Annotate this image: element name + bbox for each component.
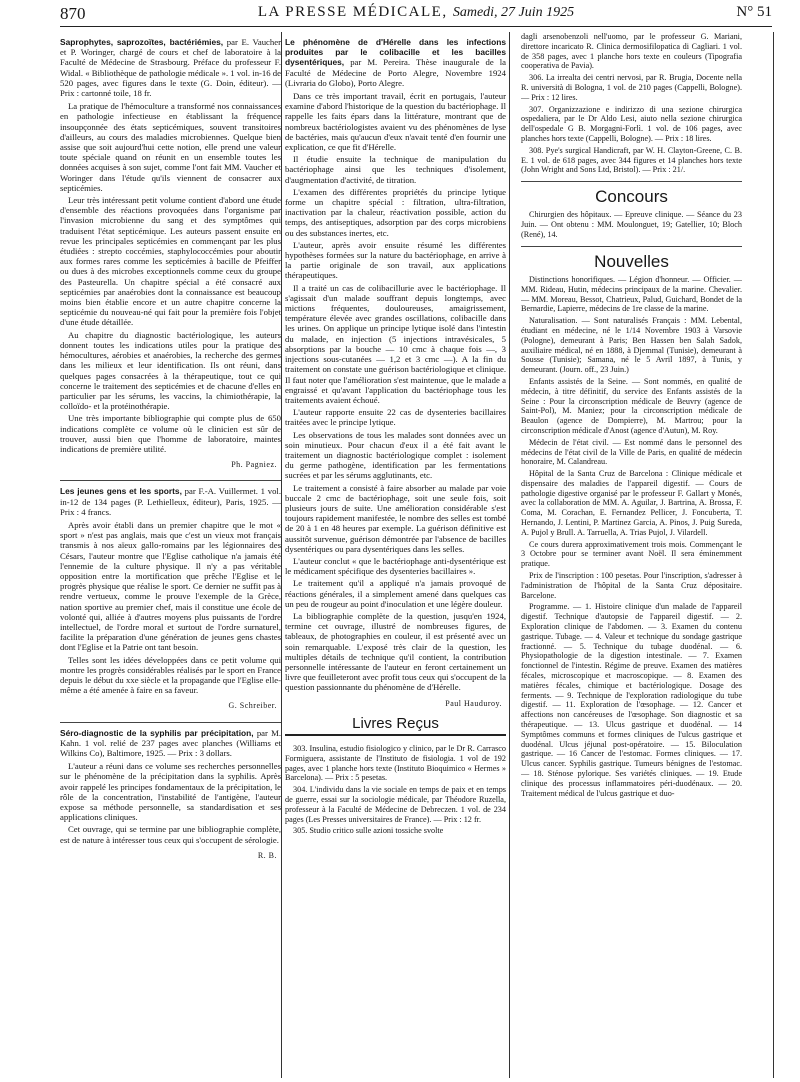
review-signature: G. Schreiber.: [228, 701, 277, 711]
issue-number: N° 51: [736, 4, 772, 20]
news-item: Distinctions honorifiques. — Légion d'honneur. — Officier. — MM. Rideau, Hutin, médecins principaux de la marine. Chevalier. — MM. Moreau, Bessot, Chatrieux, Palud, Guichard, Bondet de la Bernardie, Lapierre, médecins de 1re classe de la marine.: [521, 274, 742, 314]
book-entry: 303. Insulina, estudio fisiologico y clinico, par le Dr R. Carrasco Formiguera, assistante de l'Instituto de fisiologia. 1 vol de 192 pages, avec 1 planche hors texte (Instituto Bioquimico « Hermes » Barcelona). — Prix : 5 pesetas.: [285, 744, 506, 783]
book-entry: 304. L'individu dans la vie sociale en temps de paix et en temps de guerre, essai sur la sociologie médicale, par Théodore Ruzella, professeur à la Faculté de Médecine de Debreczen. 1 vol. de 234 pages (Les Presses universitaires de France). — Prix : 12 fr.: [285, 785, 506, 824]
news-item: Naturalisation. — Sont naturalisés Français : MM. Lebental, étudiant en médecine, né le 1/14 Novembre 1903 à Varsovie (Pologne), demeurant à Paris; Ben Hassen ben Salah Sadok, auxiliaire médical, né en 1888, à Djemmal (Tunisie), demeurant à Sousse (Tunisie); Samana, né le 5 Avril 1897, à Tunis, y demeurant. (Journ. off., 23 Juin.): [521, 316, 742, 375]
review-signature: Ph. Pagniez.: [231, 460, 277, 470]
paragraph: Le traitement qu'il a appliqué n'a jamais provoqué de réactions générales, il a simplement amené dans quelques cas un peu de rougeur au point d'inoculation et une légère douleur.: [285, 578, 506, 609]
column-2: [285, 32, 506, 1080]
paragraph: Une très importante bibliographie qui compte plus de 650 indications complète ce volume où le clinicien est sûr de trouver, aussi bien que l'homme de laboratoire, maintes indications de première utilité.: [60, 413, 281, 454]
news-item: Médecin de l'état civil. — Est nommé dans le personnel des médecins de l'état civil de la Ville de Paris, en qualité de médecin honoraire, M. Calandreau.: [521, 437, 742, 467]
review-reference: par F.-A. Vuillermet. 1 vol. in-12 de 134 pages (P. Lethielleux, éditeur), Paris, 1925. — Prix : 4 francs.: [60, 486, 281, 517]
paragraph: Les observations de tous les malades sont données avec un soin minutieux. Pour chacun d'eux il a été fait avant le traitement un diagnostic bactériologique complet : isolement du germe pathogène, identification par les fermentations sucrées et par les sérums agglutinants, etc.: [285, 429, 506, 481]
journal-name: LA PRESSE MÉDICALE,: [257, 4, 448, 20]
column-divider: [773, 32, 774, 1078]
review-title: Saprophytes, saprozoïtes, bactériémies,: [60, 37, 224, 47]
paragraph: La pratique de l'hémoculture a transformé nos connaissances en pathologie infectieuse en établissant la fréquence insoupçonnée des états septicémiques, souvent transitoires d'ailleurs, au cours des maladies microbiennes. Quelque bien assise que soit aujourd'hui cette notion, elle prend une valeur toute spéciale quand on réunit en un ensemble toutes les données acquises à son sujet, comme l'ont fait MM. Vaucher et Woringer dans l'étude qu'ils viennent de consacrer aux septicémies.: [60, 101, 281, 193]
divider: [521, 181, 742, 182]
column-1: [60, 32, 281, 1080]
news-item: Enfants assistés de la Seine. — Sont nommés, en qualité de médecin, à titre définitif, du service des Enfants assistés de la Seine : Pour la circonscription médicale de Beuvry (agence de Saint-Pol), M. Maniez; pour la circonscription médicale de Beaulon (agence de Dompierre), M. Martrou; pour la circonscription médicale d'Anost (agence d'Autun), M. Roy.: [521, 376, 742, 435]
paragraph: Le traitement a consisté à faire absorber au malade par voie buccale 2 cmc de bactériophage, soit une seule fois, soit plusieurs jours de suite. Une amélioration considérable s'est toujours rapidement manifestée, le nombre des selles est tombé de 20 à 1 en 48 heures par exemple. La guérison définitive est aussitôt survenue, guérison démontrée par l'absence de bacilles dysentériques ou para dysentériques dans les selles.: [285, 482, 506, 554]
program-list: Programme. — 1. Histoire clinique d'un malade de l'appareil digestif. Technique d'autopsie de l'appareil digestif. — 2. Exploration clinique de l'abdomen. — 3. Examen du contenu gastrique. Tubage. — 4. Valeur et technique du sondage gastrique fractionné. — 5. Technique du tubage duodénal. — 6. Physiopathologie de la digestion intestinale. — 7. Examen fonctionnel de l'intestin. Régime de preuve. Examen des matières fécales, microscopique et macroscopique. — 8. Examen des matières fécales, chimique et bactériologique. Dosage des ferments. — 9. Technique de l'exploration radiologique du tube digestif. — 11. Exploration de l'œsophage. — 12. Cancer et affections non cancéreuses de l'œsophage. Son diagnostic et sa thérapeutique. — 13. Ulcus gastrique et duodénal. — 14 Symptômes communs et formes cliniques de l'ulcus gastrique et duodénal. Ulcus jéjunal post-opératoire. — 15. Biloculation gastrique. — 16 Cancer de l'estomac. Formes cliniques. — 17. Ulcus cancer. Syphilis gastrique. Tumeurs bénignes de l'estomac. — 18. Sténose pylorique. Ses variétés cliniques. — 19. Etude clinique des processus inflammatoires péri-duodénaux. — 20. Traitement médical de l'ulcus gastrique et duo-: [521, 602, 742, 798]
issue-date: Samedi, 27 Juin 1925: [452, 5, 575, 20]
review-entry-heading: [60, 728, 281, 759]
book-entry: 307. Organizzazione e indirizzo di una sezione chirurgica ospedaliera, par le Dr Aldo Lesi, aiuto nella sezione chirurgica dell'ospedale G B. Morgagni-Forlì. 1 vol. de 106 pages, avec planches hors texte (Cappelli, Bologne). — Prix : 18 lires.: [521, 104, 742, 143]
paragraph: Prix de l'inscription : 100 pesetas. Pour l'inscription, s'adresser à l'administration de l'hôpital de la Santa Cruz dépositaire. Barcelone.: [521, 571, 742, 600]
column-divider: [509, 32, 510, 1078]
paragraph: Il a traité un cas de colibacillurie avec le bactériophage. Il s'agissait d'un malade souffrant depuis longtemps, avec mictions fréquentes, douloureuses, amaigrissement, température élevée avec grandes oscillations, colibacille dans les urines. On applique un principe lytique isolé dans l'intestin du malade, en injection (5 injections intravésicales, 5 absorptions par la bouche — 10 cmc à chaque fois —, 3 injections sous-cutanées — 1,2 et 3 cmc —). A la fin du traitement on constate une guérison bactériologique et clinique. Il faut noter que l'amélioration s'est maintenue, que le malade a engraissé et qu'avant l'application du bactériophage tous les traitements avaient échoué.: [285, 282, 506, 405]
paragraph: L'examen des différentes propriétés du principe lytique forme un chapitre spécial : filtration, ultra-filtration, inactivation par la chaleur, réactivation possible, action du temps, des antiseptiques, adsorption par des corps microbiens ou des substances inertes, etc.: [285, 186, 506, 238]
paragraph: L'auteur a réuni dans ce volume ses recherches personnelles sur le phénomène de la précipitation dans la syphilis. Après avoir rappelé les principes fondamentaux de la précipitation, le rôle de la concentration, l'instabilité de l'antigène, l'auteur expose sa méthode personnelle, sa standardisation et ses applications cliniques.: [60, 761, 281, 823]
paragraph: Leur très intéressant petit volume contient d'abord une étude d'ensemble des réactions provoquées dans l'organisme par l'invasion microbienne du sang et des symptômes qui traduisent l'état septicémique. Les auteurs passent ensuite en revue les principales septicémies en commençant par les plus étudiées : strepto coccémies, staphylococcémies pour aboutir aux formes rares comme les septicémies à bacille de Pfeiffer ou dues à des microbes exceptionnels comme ceux du groupe des Pasteurella. Un chapitre spécial a été consacré aux septicémies par anaérobies dont la connaissance est beaucoup moins bien établie encore et un autre chapitre concerne la septicémie du nouveau-né qui fait pour la première fois l'objet d'une étude détaillée.: [60, 195, 281, 328]
concours-text: Chirurgien des hôpitaux. — Epreuve clinique. — Séance du 23 Juin. — Ont obtenu : MM. Moulonguet, 19; Gatellier, 10; Bloch (René), 14.: [521, 210, 742, 239]
review-reference: par E. Vaucher et P. Woringer, chargé de cours et chef de laboratoire à la Faculté de Médecine de Strasbourg. Préface du professeur F. Widal. « Bibliothèque de pathologie médicale ». 1 vol. in-16 de 520 pages, avec figures dans le texte (G. Doin, éditeur). — Prix : cartonné toile, 18 fr.: [60, 37, 281, 99]
paragraph: L'auteur conclut « que le bactériophage anti-dysentérique est le médicament spécifique des dysenteries bacillaires ».: [285, 555, 506, 577]
paragraph: Telles sont les idées développées dans ce petit volume qui montre les progrès considérables réalisés par le sport en France depuis le début du xxe siècle et la propagande que l'Eglise elle-même a été amenée à faire en sa faveur.: [60, 654, 281, 696]
review-entry-heading: [60, 486, 281, 517]
paragraph: Ce cours durera approximativement trois mois. Commençant le 3 Octobre pour se terminer avant Noël. Il sera éminemment pratique.: [521, 539, 742, 569]
divider: [521, 246, 742, 247]
review-signature: R. B.: [257, 850, 277, 860]
review-title: Séro-diagnostic de la syphilis par précipitation,: [60, 727, 254, 738]
review-signature: Paul Hauduroy.: [445, 698, 502, 708]
column-divider: [281, 32, 282, 1078]
page-number: 870: [60, 4, 86, 23]
book-entry-continued: dagli arsenobenzoli nell'uomo, par le professeur G. Mariani, direttore incaricato R. Clinica dermosifilopatica di Cagliari. 1 vol. de 358 pages, avec 1 planche hors texte en couleurs (Tipografia cooperativa de Pavia).: [521, 32, 742, 71]
book-entry: 308. Pye's surgical Handicraft, par W. H. Clayton-Greene, C. B. E. 1 vol. de 618 pages, avec 344 figures et 14 planches hors texte (John Wright and Sons Ltd, Bristol). — Prix : 21/.: [521, 145, 742, 175]
paragraph: L'auteur rapporte ensuite 22 cas de dysenteries bacillaires traitées avec le principe lytique.: [285, 407, 506, 428]
section-heading-nouvelles: Nouvelles: [594, 251, 669, 271]
review-reference: par M. Pereira. Thèse inaugurale de la Faculté de Médecine de Porto Alegre, Novembre 1924 (Livraria do Globo), Porto Alegre.: [285, 57, 506, 88]
review-entry-heading: [285, 37, 506, 88]
page-header: [60, 0, 772, 27]
book-entry: 306. La irrealta dei centri nervosi, par R. Brugia, Docente nella R. università di Bologna, 1 vol. de 210 pages (Cappelli, Bologne). — Prix : 12 lires.: [521, 73, 742, 102]
review-reference: par M. Kahn. 1 vol. relié de 237 pages avec planches (Williams et Wilkins Co), Baltimore, 1925. — Prix : 3 dollars.: [60, 727, 281, 758]
paragraph: Il étudie ensuite la technique de manipulation du bactériophage ainsi que les techniques d'isolement, d'augmentation d'activité, de titration.: [285, 154, 506, 185]
paragraph: Au chapitre du diagnostic bactériologique, les auteurs donnent toutes les indications utiles pour la pratique des hémocultures, aérobies et anaérobies, la recherche des germes dans les milieux et leur identification. Ils ont réuni, dans quelques pages consacrées à la thérapeutique, tout ce qui concerne le traitement des septicémies et de chacune d'elles en particulier par les sérums, les vaccins, la chimiothérapie, la colloïdo- et la protéinothérapie.: [60, 329, 281, 412]
paragraph: Cet ouvrage, qui se termine par une bibliographie complète, est de nature à intéresser tous ceux qui s'occupent de sérologie.: [60, 824, 281, 845]
news-item: Hôpital de la Santa Cruz de Barcelona : Clinique médicale et dispensaire des maladies de l'appareil digestif. — Cours de pathologie digestive organisé par le professeur F. Gallart y Monés, avec la collaboration de MM. A. Aguilar, J. Bartrina, A. Brossa, F. Coma, M. Corachan, E. Fernandez Pellicer, J. Foncuberta, T. Hernando, J. Lentini, P. Martinez Garcia, A. Pinos, J. Puig Sureda, A. Pujol y Brull. A. Tarruella, A. Trias Pujol, J. Vilardell.: [521, 469, 742, 537]
section-heading-concours: Concours: [595, 187, 668, 207]
paragraph: La bibliographie complète de la question, jusqu'en 1924, termine cet ouvrage, illustré de nombreuses figures, de tableaux, de photographies en couleur, il est présenté avec un soin remarquable. L'exposé très clair de la question, les multiples détails de technique qu'il contient, la contribution personnelle intéressante de l'auteur en feront certainement un livre que feuilleteront avec profit tous ceux qui s'occupent de la question passionnante du phénomène de d'Hérelle.: [285, 610, 506, 693]
section-heading-livres-recus: Livres Reçus: [285, 719, 506, 736]
divider: [60, 722, 281, 723]
review-title: Les jeunes gens et les sports,: [60, 486, 182, 497]
column-3: [521, 32, 742, 1080]
paragraph: Après avoir établi dans un premier chapitre que le mot « sport » n'est pas anglais, mais que c'est un vieux mot français transmis à nos aïeux gallo-romains par les légionnaires des Césars, l'auteur montre que l'Eglise catholique n'a jamais été l'ennemie de la culture physique. Il n'y a pas véritable opposition entre la mortification que prêche l'Eglise et le progrès physique que réalise le sport. Ce dernier ne suffit pas à rendre vertueux, comme le prouve l'exemple de la Grèce, nation sportive au premier chef, mais il constitue une école de volonté qui, alliée à d'autres moyens plus puissants de l'ordre intellectuel, de l'ordre moral et surtout de l'ordre surnaturel, facilite la préparation d'une génération de jeunes gens chastes dont l'Eglise et la Patrie ont tant besoin.: [60, 519, 281, 653]
paragraph: Dans ce très important travail, écrit en portugais, l'auteur examine d'abord l'historique de la question du bactériophage. Il rappelle les faits épars dans la littérature, montrant que de nombreux bactériologistes avaient vu des phénomènes de lyse de bactéries, mais qu'aucun d'eux n'avait tenté d'en fournir une explication, ce que fit d'Hérelle.: [285, 91, 506, 153]
review-entry-heading: [60, 37, 281, 98]
journal-title: [60, 4, 772, 21]
divider: [60, 480, 281, 481]
paragraph: L'auteur, après avoir ensuite résumé les différentes hypothèses formées sur la nature du bactériophage, en arrive à la partie originale de son travail, aux applications thérapeutiques.: [285, 239, 506, 281]
book-entry: 305. Studio critico sulle azioni tossiche svolte: [293, 826, 444, 836]
review-title: Le phénomène de d'Hérelle dans les infections produites par le colibacille et les bacilles dysentériques,: [285, 37, 506, 68]
